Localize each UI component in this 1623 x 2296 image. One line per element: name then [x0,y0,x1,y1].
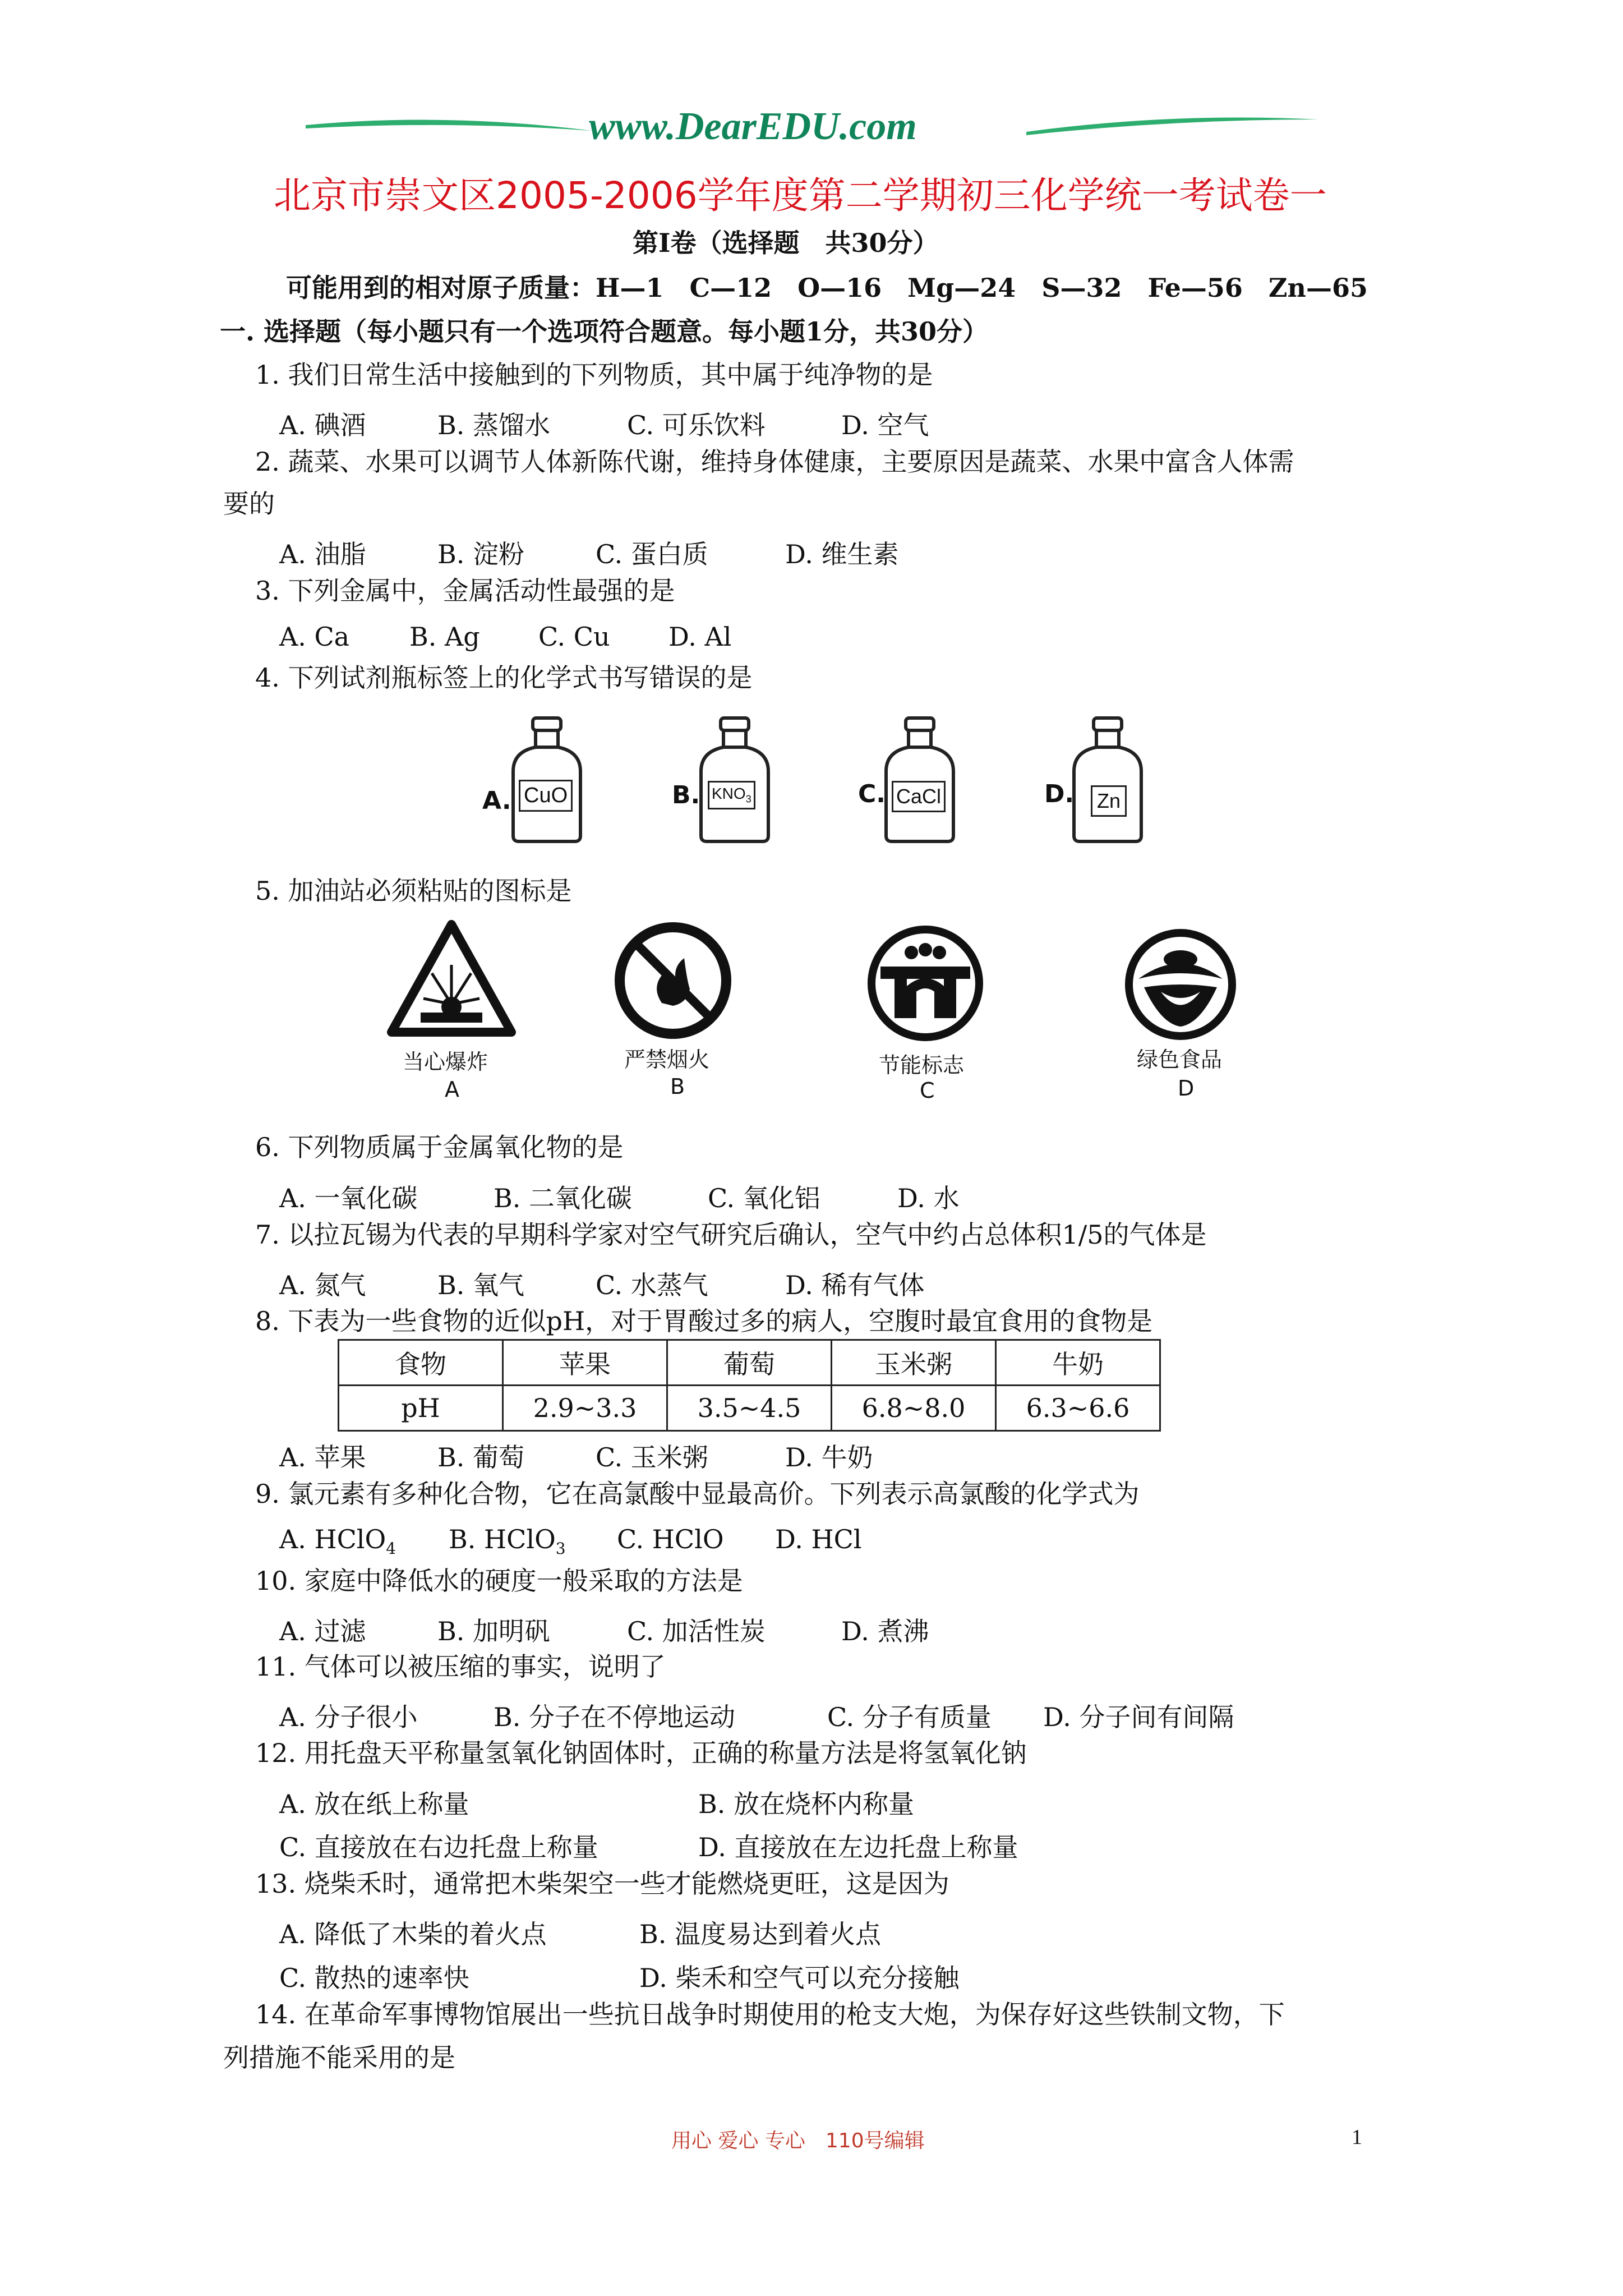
site-url[interactable]: www.DearEDU.com [589,105,917,148]
bottle-label-a: CuO [519,780,573,812]
icon-caption: 严禁烟火 [624,1047,710,1072]
option-a[interactable]: A. Ca [279,622,350,652]
energy-saving-icon[interactable] [864,922,987,1045]
table-cell: 2.9~3.3 [503,1386,667,1431]
option-c[interactable]: C. Cu [538,622,610,652]
exam-title: 北京市崇文区2005-2006学年度第二学期初三化学统一考试卷一 [274,174,1327,217]
question-stem: 14. 在革命军事博物馆展出一些抗日战争时期使用的枪支大炮，为保存好这些铁制文物，下 [255,1999,1285,2030]
question-stem: 12. 用托盘天平称量氢氧化钠固体时，正确的称量方法是将氢氧化钠 [255,1738,1027,1768]
option-b[interactable]: B. 温度易达到着火点 [639,1919,882,1949]
question-stem: 5. 加油站必须粘贴的图标是 [255,876,572,906]
option-a[interactable]: A. 氮气 [279,1270,366,1300]
option-c[interactable]: C. 蛋白质 [596,539,708,569]
option-a[interactable]: A. 分子很小 [279,1702,418,1732]
option-a[interactable]: A. 过滤 [279,1616,366,1646]
instruction: 一. 选择题（每小题只有一个选项符合题意。每小题1分，共30分） [220,316,989,347]
banner-swoosh-left [306,109,592,143]
icon-caption: 绿色食品 [1137,1047,1223,1072]
option-d[interactable]: D. 煮沸 [841,1616,929,1646]
icon-letter: A [445,1077,459,1102]
question-stem: 1. 我们日常生活中接触到的下列物质，其中属于纯净物的是 [255,360,933,390]
bottle-label-c: CaCl [892,781,946,812]
question-stem-continued: 要的 [223,489,275,519]
option-c[interactable]: C. 分子有质量 [827,1702,992,1732]
green-food-icon[interactable] [1122,926,1239,1043]
question-stem: 4. 下列试剂瓶标签上的化学式书写错误的是 [255,662,753,693]
icon-letter: D [1178,1076,1195,1101]
option-c[interactable]: C. 可乐饮料 [627,410,766,440]
option-c[interactable]: C. 散热的速率快 [279,1963,469,1993]
option-a[interactable]: A. 放在纸上称量 [279,1789,469,1819]
reagent-bottle-icon [1068,715,1147,844]
question-stem: 3. 下列金属中，金属活动性最强的是 [255,576,675,606]
icon-caption: 节能标志 [879,1053,965,1078]
option-d[interactable]: D. 稀有气体 [785,1270,925,1300]
option-b[interactable]: B. 分子在不停地运动 [494,1702,736,1732]
question-stem: 13. 烧柴禾时，通常把木柴架空一些才能燃烧更旺，这是因为 [255,1869,949,1899]
option-d[interactable]: D. Al [668,622,732,652]
option-b[interactable]: B. 放在烧杯内称量 [698,1789,915,1819]
banner-swoosh-right [1026,109,1318,143]
bottle-label-d: Zn [1091,785,1127,817]
option-d[interactable]: D. 直接放在左边托盘上称量 [698,1832,1018,1862]
question-stem: 10. 家庭中降低水的硬度一般采取的方法是 [255,1566,743,1596]
page-number: 1 [1352,2125,1362,2149]
table-header-cell: 牛奶 [996,1340,1160,1386]
question-stem: 6. 下列物质属于金属氧化物的是 [255,1132,624,1162]
option-b[interactable]: B. 加明矾 [437,1616,551,1646]
option-b[interactable]: B. 淀粉 [437,539,525,569]
option-b[interactable]: B. HClO$_3$ [449,1524,566,1558]
table-header-cell: 食物 [339,1340,503,1386]
reagent-bottle-icon [880,715,959,844]
table-cell: pH [339,1386,503,1431]
question-stem-continued: 列措施不能采用的是 [223,2042,455,2073]
table-header-cell: 玉米粥 [832,1340,996,1386]
explosion-warning-icon[interactable] [387,920,516,1038]
option-b[interactable]: B. Ag [409,622,480,652]
option-a[interactable]: A. 降低了木柴的着火点 [279,1919,547,1949]
option-d[interactable]: D. HCl [775,1524,862,1554]
bottle-label-b: $KNO_3$ [708,781,755,809]
table-header-cell: 苹果 [503,1340,667,1386]
option-b[interactable]: B. 葡萄 [437,1442,525,1473]
question-stem: 7. 以拉瓦锡为代表的早期科学家对空气研究后确认，空气中约占总体积1/5的气体是 [255,1220,1207,1250]
table-cell: 6.8~8.0 [832,1386,996,1431]
question-stem: 8. 下表为一些食物的近似pH，对于胃酸过多的病人，空腹时最宜食用的食物是 [255,1306,1153,1336]
option-d[interactable]: D. 维生素 [785,539,899,569]
atomic-masses: 可能用到的相对原子质量：H—1 C—12 O—16 Mg—24 S—32 Fe—56 Zn—65 [286,273,1368,303]
option-d[interactable]: D. 空气 [841,410,929,440]
no-fire-icon[interactable] [611,919,735,1042]
icon-letter: C [920,1078,935,1103]
option-b[interactable]: B. [672,781,700,809]
option-d[interactable]: D. 水 [897,1183,960,1213]
table-row [339,1386,1160,1431]
option-c[interactable]: C. [858,780,886,808]
option-a[interactable]: A. 一氧化碳 [279,1183,418,1213]
option-c[interactable]: C. HClO [617,1524,724,1554]
option-d[interactable]: D. 分子间有间隔 [1043,1702,1234,1732]
table-header-cell: 葡萄 [667,1340,832,1386]
question-stem: 2. 蔬菜、水果可以调节人体新陈代谢，维持身体健康，主要原因是蔬菜、水果中富含人体需 [255,447,1294,477]
icon-letter: B [670,1074,685,1099]
option-a[interactable]: A. 油脂 [279,539,366,569]
option-c[interactable]: C. 加活性炭 [627,1616,766,1646]
option-b[interactable]: B. 蒸馏水 [437,410,551,440]
table-cell: 6.3~6.6 [996,1386,1160,1431]
option-b[interactable]: B. 氧气 [437,1270,525,1300]
reagent-bottle-icon [695,715,774,844]
table-cell: 3.5~4.5 [667,1386,832,1431]
option-a[interactable]: A. [482,786,511,815]
option-a[interactable]: A. 苹果 [279,1442,366,1473]
option-d[interactable]: D. 柴禾和空气可以充分接触 [639,1963,960,1993]
option-b[interactable]: B. 二氧化碳 [494,1183,633,1213]
question-stem: 11. 气体可以被压缩的事实，说明了 [255,1651,666,1682]
option-d[interactable]: D. 牛奶 [785,1442,873,1473]
section-heading: 第Ⅰ卷（选择题 共30分） [633,228,939,258]
option-d[interactable]: D. [1044,780,1075,808]
question-stem: 9. 氯元素有多种化合物，它在高氯酸中显最高价。下列表示高氯酸的化学式为 [255,1479,1140,1509]
option-a[interactable]: A. 碘酒 [279,410,366,440]
icon-caption: 当心爆炸 [403,1050,488,1074]
option-a[interactable]: A. HClO$_4$ [279,1524,396,1558]
option-c[interactable]: C. 玉米粥 [596,1442,708,1473]
ph-table [338,1339,1161,1432]
footer-text: 用心 爱心 专心 110号编辑 [671,2129,925,2152]
option-c[interactable]: C. 水蒸气 [596,1270,708,1300]
table-row [339,1340,1160,1386]
option-c[interactable]: C. 氧化铝 [708,1183,820,1213]
option-c[interactable]: C. 直接放在右边托盘上称量 [279,1832,598,1862]
